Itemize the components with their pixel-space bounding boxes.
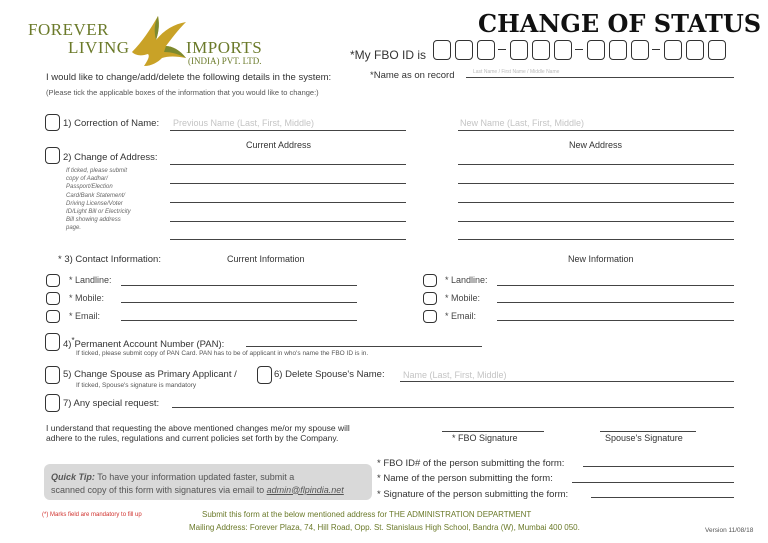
current-address-line[interactable] xyxy=(170,183,406,184)
current-mobile-field[interactable] xyxy=(121,302,357,303)
fbo-id-separator xyxy=(498,49,506,50)
current-address-line[interactable] xyxy=(170,239,406,240)
submitter-fbo-id-label: * FBO ID# of the person submitting the form: xyxy=(377,458,565,469)
fbo-id-separator xyxy=(575,49,583,50)
submitter-signature-label: * Signature of the person submitting the form: xyxy=(377,489,569,500)
logo-imports: IMPORTS xyxy=(186,38,263,57)
fbo-id-digit[interactable] xyxy=(587,40,605,60)
admin-email-link[interactable]: admin@flpindia.net xyxy=(266,484,344,495)
fbo-id-digit[interactable] xyxy=(510,40,528,60)
new-address-line[interactable] xyxy=(458,202,734,203)
submitter-signature-field[interactable] xyxy=(591,497,734,498)
logo-india: (INDIA) PVT. LTD. xyxy=(188,56,262,66)
new-email-field[interactable] xyxy=(497,320,734,321)
previous-name-field[interactable] xyxy=(170,130,406,131)
version-label: Version 11/08/18 xyxy=(705,527,754,534)
fbo-id-digit[interactable] xyxy=(686,40,704,60)
agreement-text: I understand that requesting the above mentioned changes me/or my spouse will adhere to the rules, regulations and current policies set forth by the Company. xyxy=(46,423,350,443)
pan-checkbox[interactable] xyxy=(45,333,60,351)
name-on-record-field[interactable] xyxy=(466,77,734,78)
new-address-line[interactable] xyxy=(458,221,734,222)
fbo-id-separator xyxy=(652,49,660,50)
form-title: CHANGE OF STATUS xyxy=(478,9,762,38)
fbo-signature-label: * FBO Signature xyxy=(452,433,518,443)
intro-text: I would like to change/add/delete the following details in the system: xyxy=(46,72,332,83)
change-of-address-label: 2) Change of Address: xyxy=(63,152,158,163)
correction-of-name-checkbox[interactable] xyxy=(45,114,60,131)
pan-label: 4)*Permanent Account Number (PAN): xyxy=(63,336,225,351)
fbo-id-digit[interactable] xyxy=(708,40,726,60)
submitter-name-label: * Name of the person submitting the form: xyxy=(377,473,553,484)
special-request-field[interactable] xyxy=(172,407,734,408)
submitter-fbo-id-field[interactable] xyxy=(583,466,734,467)
footer-mailing-address: Mailing Address: Forever Plaza, 74, Hill Road, Opp. St. Stanislaus High School, Bandra (W), Mumbai 400 050. xyxy=(189,523,580,532)
current-landline-field[interactable] xyxy=(121,285,357,286)
fbo-id-digit[interactable] xyxy=(609,40,627,60)
change-spouse-label: 5) Change Spouse as Primary Applicant / xyxy=(63,369,237,380)
current-email-checkbox[interactable] xyxy=(46,310,60,323)
new-name-field[interactable] xyxy=(458,130,734,131)
current-email-label: * Email: xyxy=(69,311,101,321)
change-of-address-checkbox[interactable] xyxy=(45,147,60,164)
current-landline-checkbox[interactable] xyxy=(46,274,60,287)
new-information-header: New Information xyxy=(568,254,634,264)
current-landline-label: * Landline: xyxy=(69,275,112,285)
correction-of-name-label: 1) Correction of Name: xyxy=(63,118,160,129)
quick-tip-text: Quick Tip: To have your information updated faster, submit a scanned copy of this form with signatures via email to admin@flpindia.net xyxy=(51,472,344,495)
name-on-record-label: *Name as on record xyxy=(370,70,455,81)
delete-spouse-placeholder: Name (Last, First, Middle) xyxy=(403,370,507,380)
change-spouse-checkbox[interactable] xyxy=(45,366,60,384)
logo-living: LIVING xyxy=(68,38,130,57)
delete-spouse-label: 6) Delete Spouse's Name: xyxy=(274,369,385,380)
new-landline-checkbox[interactable] xyxy=(423,274,437,287)
new-mobile-field[interactable] xyxy=(497,302,734,303)
logo-forever: FOREVER xyxy=(28,20,109,39)
new-address-line[interactable] xyxy=(458,239,734,240)
current-mobile-checkbox[interactable] xyxy=(46,292,60,305)
fbo-id-digit[interactable] xyxy=(532,40,550,60)
delete-spouse-field[interactable] xyxy=(400,381,734,382)
new-email-checkbox[interactable] xyxy=(423,310,437,323)
current-address-header: Current Address xyxy=(246,140,312,150)
current-email-field[interactable] xyxy=(121,320,357,321)
fbo-id-label: *My FBO ID is xyxy=(350,48,427,62)
new-name-placeholder: New Name (Last, First, Middle) xyxy=(460,118,585,128)
new-landline-label: * Landline: xyxy=(445,275,488,285)
address-proof-note: If ticked, please submit copy of Aadhar/ Passport/Election Card/Bank Statement/ Driving License/Voter ID/Light Bill or Electricity Bill showing address page. xyxy=(66,168,131,232)
contact-information-label: * 3) Contact Information: xyxy=(58,254,161,265)
change-spouse-note: If ticked, Spouse's signature is mandatory xyxy=(76,382,197,389)
fbo-id-digit[interactable] xyxy=(433,40,451,60)
current-address-line[interactable] xyxy=(170,202,406,203)
special-request-label: 7) Any special request: xyxy=(63,398,160,409)
intro-note: (Please tick the applicable boxes of the information that you would like to change:) xyxy=(46,88,319,97)
fbo-id-digit[interactable] xyxy=(664,40,682,60)
fbo-id-digit[interactable] xyxy=(631,40,649,60)
submitter-name-field[interactable] xyxy=(572,482,734,483)
name-on-record-hint: Last Name / First Name / Middle Name xyxy=(473,69,560,75)
new-mobile-checkbox[interactable] xyxy=(423,292,437,305)
pan-note: If ticked, please submit copy of PAN Card. PAN has to be of applicant in who's name the FBO ID is in. xyxy=(76,350,369,357)
fbo-id-digit[interactable] xyxy=(554,40,572,60)
new-address-line[interactable] xyxy=(458,164,734,165)
new-address-header: New Address xyxy=(569,140,623,150)
current-address-line[interactable] xyxy=(170,164,406,165)
company-logo xyxy=(28,12,278,68)
eagle-icon xyxy=(128,12,190,68)
delete-spouse-checkbox[interactable] xyxy=(257,366,272,384)
fbo-id-digit[interactable] xyxy=(455,40,473,60)
new-address-line[interactable] xyxy=(458,183,734,184)
new-email-label: * Email: xyxy=(445,311,477,321)
fbo-id-digit[interactable] xyxy=(477,40,495,60)
spouse-signature-field[interactable] xyxy=(600,431,696,432)
new-landline-field[interactable] xyxy=(497,285,734,286)
pan-field[interactable] xyxy=(246,346,482,347)
current-address-line[interactable] xyxy=(170,221,406,222)
current-information-header: Current Information xyxy=(227,254,305,264)
fbo-signature-field[interactable] xyxy=(442,431,544,432)
mandatory-note: (*) Marks field are mandatory to fill up xyxy=(42,512,142,518)
special-request-checkbox[interactable] xyxy=(45,394,60,412)
footer-submit-note: Submit this form at the below mentioned address for THE ADMINISTRATION DEPARTMENT xyxy=(202,510,532,519)
previous-name-placeholder: Previous Name (Last, First, Middle) xyxy=(173,118,315,128)
current-mobile-label: * Mobile: xyxy=(69,293,105,303)
new-mobile-label: * Mobile: xyxy=(445,293,481,303)
spouse-signature-label: Spouse's Signature xyxy=(605,433,683,443)
